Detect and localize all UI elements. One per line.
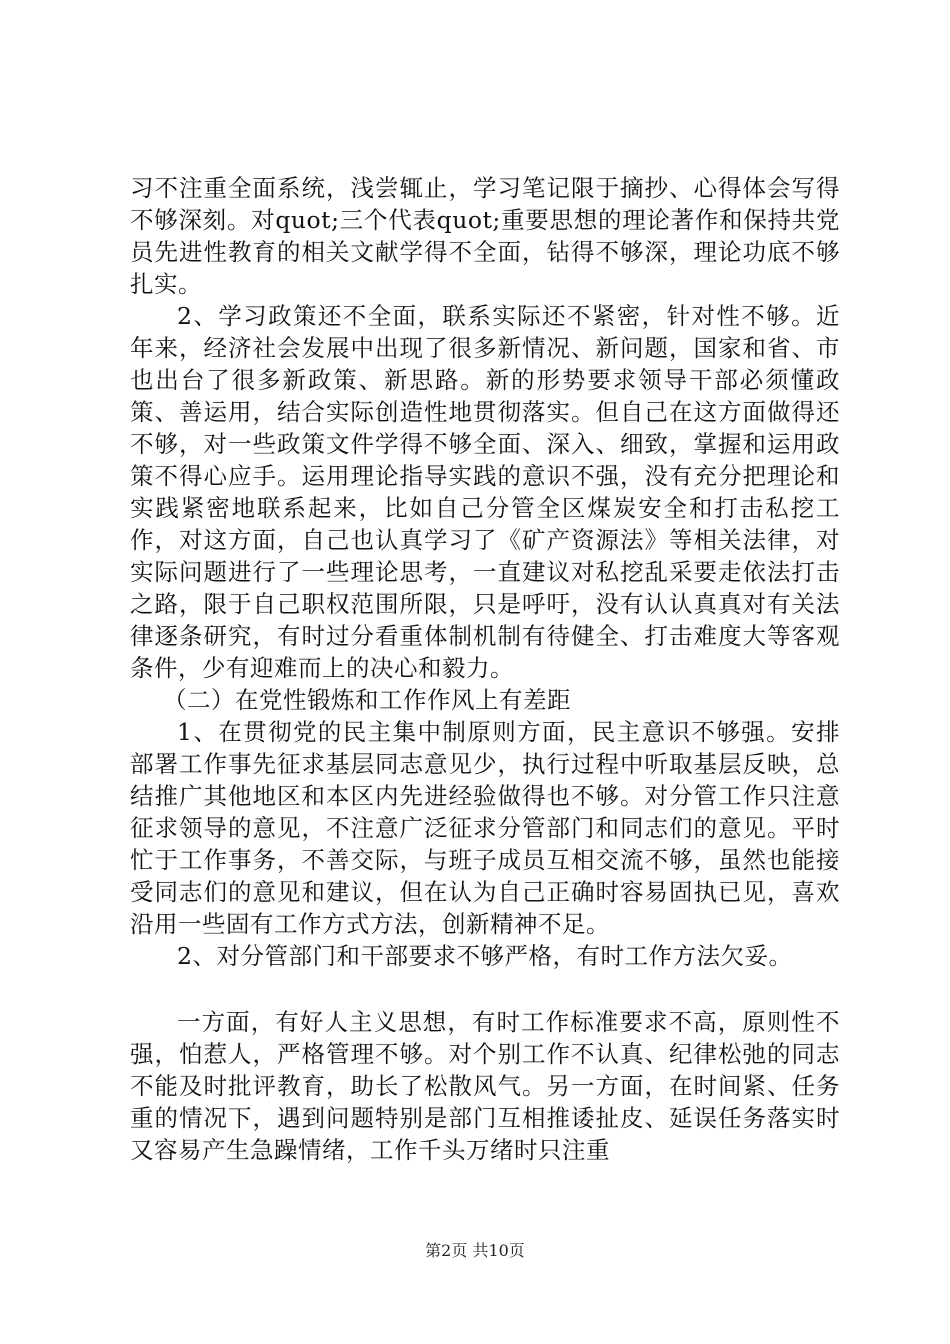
paragraph-continuation: 习不注重全面系统，浅尝辄止，学习笔记限于摘抄、心得体会写得不够深刻。对quot;三个代表quot;重要思想的理论著作和保持共党员先进性教育的相关文献学得不全面，钻得不够深，理论功底不够扎实。: [130, 174, 840, 298]
paragraph-policy-study: 2、学习政策还不全面，联系实际还不紧密，针对性不够。近年来，经济社会发展中出现了很多新情况、新问题，国家和省、市也出台了很多新政策、新思路。新的形势要求领导干部必须懂政策、善运用，结合实际创造性地贯彻落实。但自己在这方面做得还不够，对一些政策文件学得不够全面、深入、细致，掌握和运用政策不得心应手。运用理论指导实践的意识不强，没有充分把理论和实践紧密地联系起来，比如自己分管全区煤炭安全和打击私挖工作，对这方面，自己也认真学习了《矿产资源法》等相关法律，对实际问题进行了一些理论思考，一直建议对私挖乱采要走依法打击之路，限于自己职权范围所限，只是呼吁，没有认认真真对有关法律逐条研究，有时过分看重体制机制有待健全、打击难度大等客观条件，少有迎难而上的决心和毅力。: [130, 302, 840, 682]
section-heading: （二）在党性锻炼和工作作风上有差距: [163, 686, 571, 714]
paragraph-management-requirements: 2、对分管部门和干部要求不够严格，有时工作方法欠妥。: [177, 942, 793, 970]
document-body: [130, 172, 840, 1166]
page-number-footer: 第2页 共10页: [425, 1241, 525, 1260]
paragraph-on-one-hand: 一方面，有好人主义思想，有时工作标准要求不高，原则性不强，怕惹人，严格管理不够。对个别工作不认真、纪律松弛的同志不能及时批评教育，助长了松散风气。另一方面，在时间紧、任务重的情况下，遇到问题特别是部门互相推诿扯皮、延误任务落实时又容易产生急躁情绪，工作千头万绪时只注重: [130, 1008, 840, 1164]
paragraph-democratic-centralism: 1、在贯彻党的民主集中制原则方面，民主意识不够强。安排部署工作事先征求基层同志意见少，执行过程中听取基层反映，总结推广其他地区和本区内先进经验做得也不够。对分管工作只注意征求领导的意见，不注意广泛征求分管部门和同志们的意见。平时忙于工作事务，不善交际，与班子成员互相交流不够，虽然也能接受同志们的意见和建议，但在认为自己正确时容易固执已见，喜欢沿用一些固有工作方式方法，创新精神不足。: [130, 718, 840, 938]
